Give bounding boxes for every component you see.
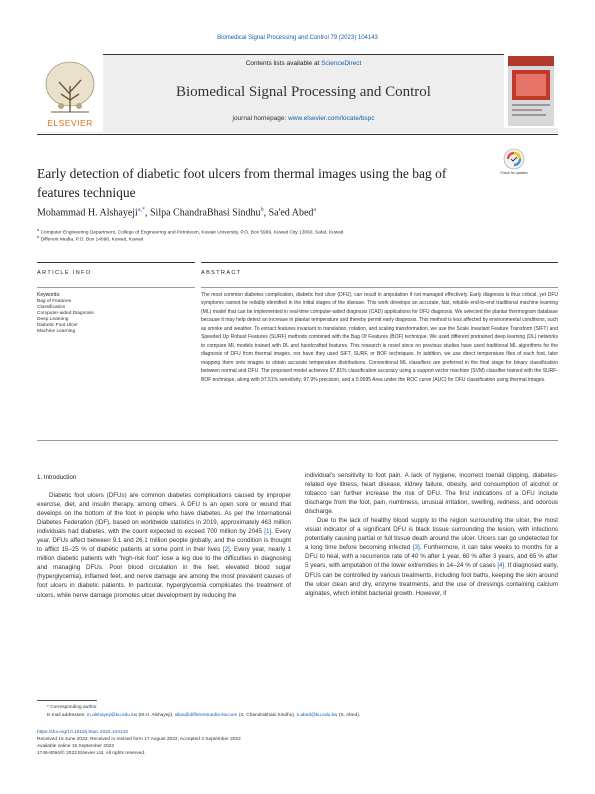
citation-link[interactable]: [2] (222, 546, 230, 554)
article-info-rule (37, 262, 195, 263)
author-affil-mark[interactable]: a (313, 207, 317, 213)
author-affil-mark[interactable]: a,* (137, 207, 145, 213)
abstract-bottom-rule (37, 440, 558, 441)
author-name[interactable]: Mohammad H. Alshayeji (37, 207, 138, 219)
citation-link[interactable]: [1] (264, 528, 272, 536)
keywords-label: Keywords: (37, 292, 61, 298)
abstract-rule (201, 262, 558, 263)
intro-left-column (37, 491, 291, 600)
citation-link[interactable]: [3] (412, 544, 420, 552)
intro-text: Due to the lack of healthy blood supply to the region surrounding the ulcer, the most visual indicator of a significant DFU is black tissue surrounding the lesion, with infections potentially causing partial or full tissue death around the ulcer. Ulcers can go undetected for a long time before becoming infected (305, 517, 558, 552)
sciencedirect-link[interactable]: ScienceDirect (321, 60, 362, 67)
email-line (47, 713, 568, 718)
keyword: Classification (37, 305, 66, 311)
abstract-top-rule (201, 287, 558, 288)
affiliation-text: Different Media, P.O. Box 14098, Kuwait, Kuwait (40, 237, 144, 243)
affiliation-mark: b (37, 234, 40, 239)
intro-text: . Every year, nearly 1 million diabetic patients with "high-risk foot" lose a leg due to the difficulties in diagnosing and managing DFUs. Poor blood circulation in the feet, elevated blood sugar (hyperglycemia), inflamed feet, and nerve damage are among the most prevalent causes of foot ulcers in diabetic patients. In particular, hyperglycemia complicates the treatment of ulcers, while nerve damage promotes ulcer development by reducing the (37, 546, 291, 599)
copyright-line: 1746-8094/© 2022 Elsevier Ltd. All rights reserved. (37, 751, 146, 756)
check-for-updates-icon (502, 148, 526, 180)
affiliation-mark: a (37, 227, 40, 232)
article-title: Early detection of diabetic foot ulcers from thermal images using the bag of features technique (37, 166, 447, 200)
available-online: Available online 15 September 2022 (37, 744, 114, 749)
intro-right-column (305, 471, 558, 598)
abstract-text: The most common diabetes complication, diabetic foot ulcer (DFU), can result in amputation if not managed effectively. Early diagnosis is thus critical, yet DFU symptoms cannot be reliably identified in the initial stages of the disease. This work develops an accurate, fast, reliable end-to-end traditional machine learning (ML) model that can be implemented in real-time computer-aided diagnosis (CAD) applications for DFU diagnosis. We selected the plantar thermogram database because it may help detect an increase in plantar temperature and thereby permit early diagnosis. This method is less affected by environmental conditions, such as smoke and weather. To extract features invariant to translation, rotation, and scaling transformation, we use the Scale Invariant Feature Transform (SIFT) and Speeded Up Robust Features (SURF) methods combined with the Bag Of Features (BOF) technique. We used different pretrained deep learning (DL) networks to compare ML models trained with DL and handcrafted features. This research is novel since no previous studies have used traditional ML algorithms for the diagnosis of DFU from thermal images, nor have they used SIFT, SURF, or BOF techniques. In addition, we use direct temperature files of each foot, later mapping them onto images to obtain accurate temperature distributions. Conventional ML classifiers are preferred in the final stage for binary classification between normal and DFU. The proposed model achieves 97.81% classification accuracy using a support vector machine (SVM) classifier trained with the SURF-BOF technique, along with 97.51% sensitivity, 97.9% precision, and a 0.9995 Area under the ROC curve (AUC) for DFU classification using thermal images. (201, 292, 558, 383)
homepage-line (103, 115, 504, 122)
author-affil-mark[interactable]: b (260, 207, 264, 213)
keyword: Machine Learning (37, 329, 76, 335)
homepage-link[interactable]: www.elsevier.com/locate/bspc (288, 115, 375, 122)
citation-link[interactable]: [4] (497, 562, 505, 570)
received-dates: Received 15 June 2022; Received in revised form 17 August 2022; Accepted 4 September 2022 (37, 737, 241, 742)
keyword: Computer-aided Diagnosis (37, 311, 94, 317)
journal-title: Biomedical Signal Processing and Control (176, 84, 431, 100)
footnote-rule (37, 700, 97, 701)
intro-paragraph: individual's sensitivity to foot pain. A lack of hygiene, incorrect toenail clipping, diabetes-related eye illness, heart disease, kidney failure, obesity, and consumption of alcohol or tobacco can further increase the risk of DFU. The first indications of a DFU include discharge from the foot, pain, numbness, unusual irritation, swelling, redness, and odorous discharge. (305, 472, 558, 516)
contents-line (103, 60, 504, 67)
corresponding-author-note: * Corresponding author. (47, 705, 98, 710)
intro-text: Diabetic foot ulcers (DFUs) are common diabetes complications caused by improper exercise, diet, and insulin therapy, among others. A DFU is an open sore or wound that develops on the bottom of the foot in people who have diabetes. As per the International Diabetes Federation (IDF), based on worldwide statistics in 2019, approximately 463 million individuals had diabetes, with the count expected to exceed 700 million by 2045 (37, 492, 291, 536)
journal-reference[interactable]: Biomedical Signal Processing and Control 79 (2023) 104143 (217, 35, 378, 41)
email-owner: (S. Abed). (337, 713, 361, 718)
intro-text: . If diagnosed early, DFUs can be controlled by various treatments, including foot baths, keeping the skin around the ulcer clean and dry, enzyme treatments, and the use of dressings containing calcium alginates, which inhibit bacterial growth. However, if (305, 562, 558, 597)
journal-cover-thumbnail[interactable] (504, 54, 558, 128)
check-for-updates-label: Check for updates (500, 171, 528, 175)
abstract-heading: ABSTRACT (201, 270, 242, 276)
email-link[interactable]: m.alshayeji@ku.edu.kw (86, 713, 138, 718)
doi-line (37, 730, 558, 735)
intro-text: . Furthermore, it can take weeks to months for a DFU to heal, with a recurrence rate of 40 % after 1 year, 60 % after 3 years, and 65 % after 5 years, with amputation of the lower extremities in 14–24 % of cases (305, 544, 558, 570)
author-name[interactable]: Sa'ed Abed (268, 207, 314, 219)
email-label: E-mail addresses: (47, 713, 87, 718)
intro-text: . Every year, DFUs affect between 9.1 and 26.1 million people globally, and the condition is thought to afflict 15–25 % of diabetic patients at some point in their lives (37, 528, 291, 554)
affiliation-text: Computer Engineering Department, College of Engineering and Petroleum, Kuwait University, P.O. Box 5969, Kuwait City 13060, Safat, Kuwait (40, 230, 344, 236)
author-name[interactable]: Silpa ChandraBhasi Sindhu (150, 207, 261, 219)
author-separator: , (145, 207, 150, 219)
homepage-prefix: journal homepage: (232, 115, 289, 122)
article-info-heading: ARTICLE INFO (37, 270, 92, 276)
keyword: Deep Learning (37, 317, 69, 323)
keywords-list (37, 299, 94, 336)
keyword: Bag of Features (37, 299, 72, 304)
intro-paragraph (37, 491, 291, 600)
section-heading-introduction: 1. Introduction (37, 474, 77, 481)
author-separator: , (263, 207, 269, 219)
header-rule (37, 134, 558, 135)
author-list (37, 207, 537, 218)
email-owner: (S. Chandrabhasi Sindhu), (237, 713, 297, 718)
email-link[interactable]: silpa@differentmedia-kw.com (174, 713, 238, 718)
email-owner: (M.H. Alshayeji), (137, 713, 175, 718)
affiliation (37, 234, 557, 243)
email-link[interactable]: s.abed@ku.edu.kw (296, 713, 338, 718)
doi-link[interactable]: https://doi.org/10.1016/j.bspc.2022.104143 (37, 730, 128, 735)
keyword: Diabetic Foot Ulcer (37, 323, 78, 329)
keywords-rule (37, 287, 195, 288)
check-for-updates-badge[interactable] (502, 148, 526, 180)
journal-cover-image (504, 54, 558, 128)
contents-prefix: Contents lists available at (245, 60, 322, 67)
publisher-name: ELSEVIER (47, 118, 93, 128)
intro-paragraph (305, 516, 558, 597)
